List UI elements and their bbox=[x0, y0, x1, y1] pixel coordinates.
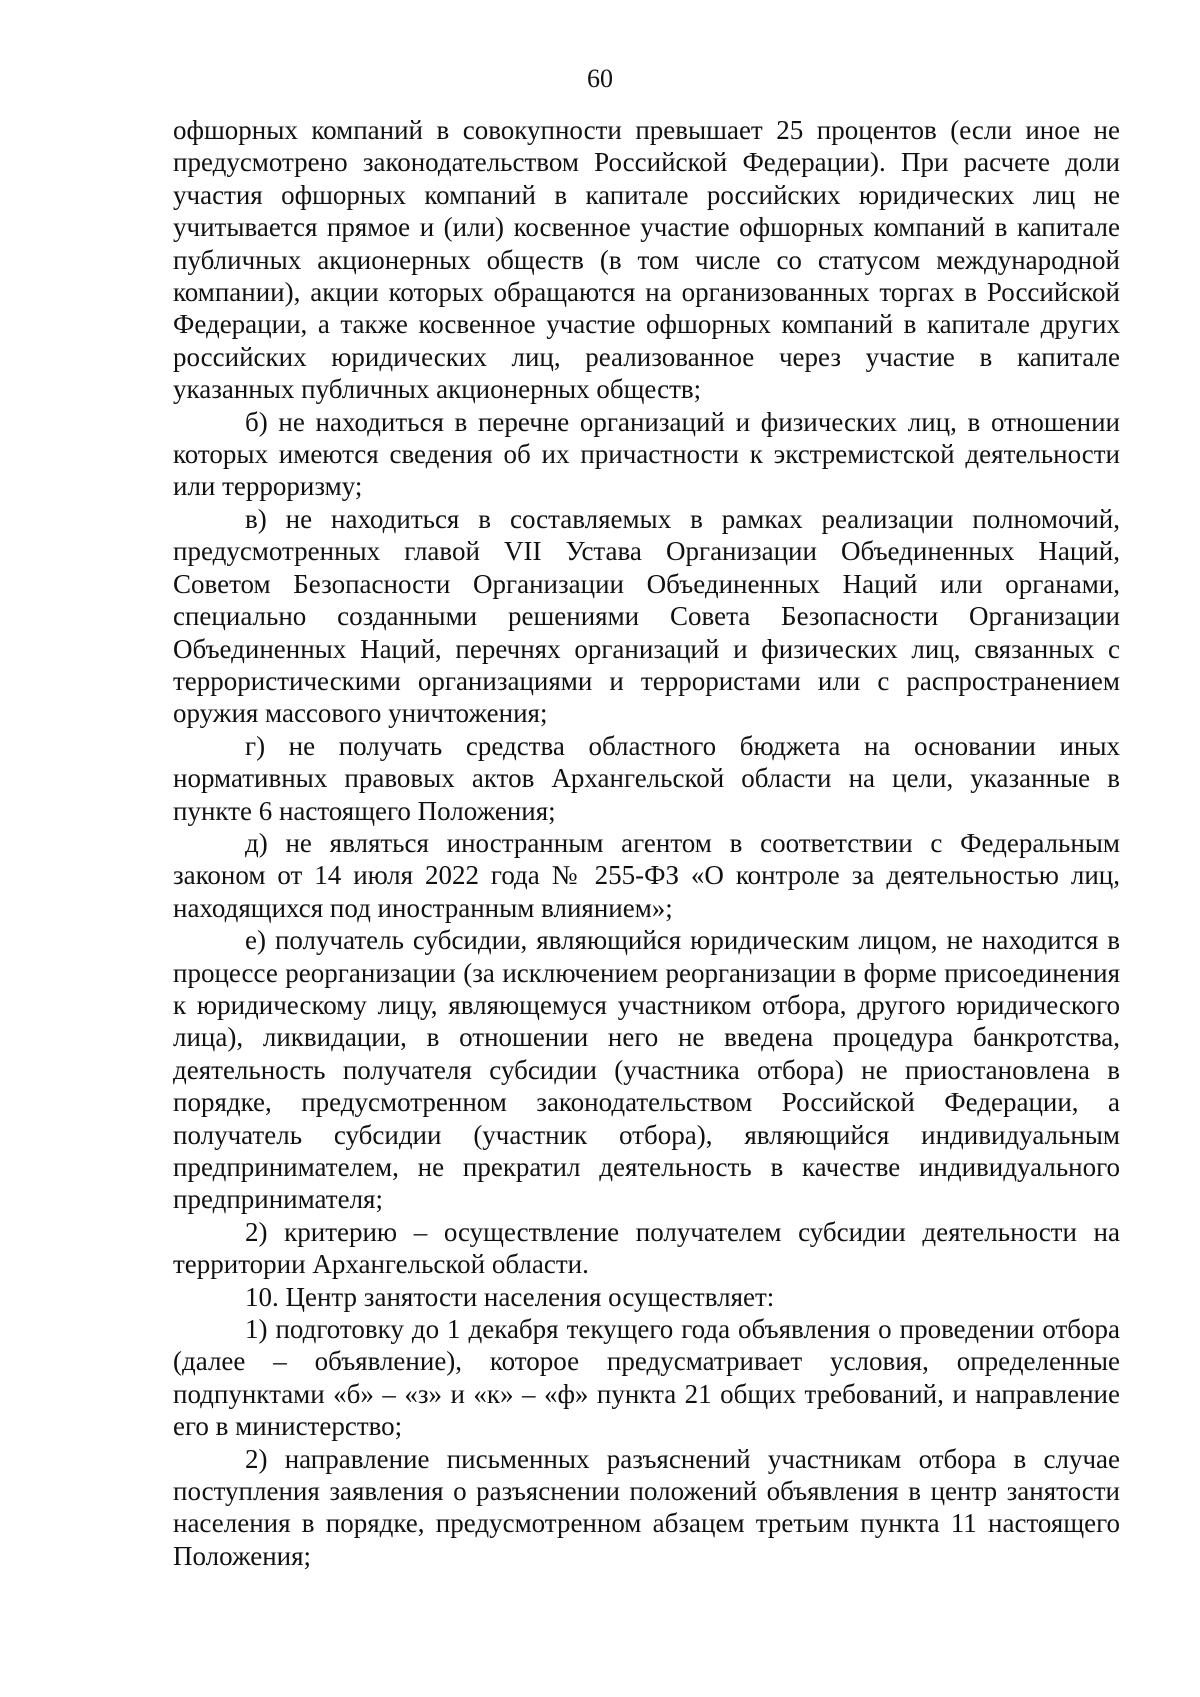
document-body bbox=[173, 114, 1120, 1572]
paragraph: 2) критерию – осуществление получателем субсидии деятельности на территории Архангельской области. bbox=[173, 1216, 1120, 1280]
paragraph: офшорных компаний в совокупности превышает 25 процентов (если иное не предусмотрено законодательством Российской Федерации). При расчете доли участия офшорных компаний в капитале российских юридических лиц не учитывается прямое и (или) косвенное участие офшорных компаний в капитале публичных акционерных обществ (в том числе со статусом международной компании), акции которых обращаются на организованных торгах в Российской Федерации, а также косвенное участие офшорных компаний в капитале других российских юридических лиц, реализованное через участие в капитале указанных публичных акционерных обществ; bbox=[173, 115, 1120, 405]
paragraph: 2) направление письменных разъяснений участникам отбора в случае поступления заявления о разъяснении положений объявления в центр занятости населения в порядке, предусмотренном абзацем третьим пункта 11 настоящего Положения; bbox=[173, 1443, 1120, 1571]
paragraph: 10. Центр занятости населения осуществляет: bbox=[245, 1281, 775, 1312]
paragraph: е) получатель субсидии, являющийся юридическим лицом, не находится в процессе реорганизации (за исключением реорганизации в форме присоединения к юридическому лицу, являющемуся участником отбора, другого юридического лица), ликвидации, в отношении него не введена процедура банкротства, деятельность получателя субсидии (участника отбора) не приостановлена в порядке, предусмотренном законодательством Российской Федерации, а получатель субсидии (участник отбора), являющийся индивидуальным предпринимателем, не прекратил деятельность в качестве индивидуального предпринимателя; bbox=[173, 925, 1120, 1215]
paragraph: г) не получать средства областного бюджета на основании иных нормативных правовых актов Архангельской области на цели, указанные в пункте 6 настоящего Положения; bbox=[173, 730, 1120, 826]
paragraph: д) не являться иностранным агентом в соответствии с Федеральным законом от 14 июля 2022 года № 255-ФЗ «О контроле за деятельностью лиц, находящихся под иностранным влиянием»; bbox=[173, 827, 1120, 923]
paragraph: 1) подготовку до 1 декабря текущего года объявления о проведении отбора (далее – объявление), которое предусматривает условия, определенные подпунктами «б» – «з» и «к» – «ф» пункта 21 общих требований, и направление его в министерство; bbox=[173, 1314, 1120, 1442]
paragraph: в) не находиться в составляемых в рамках реализации полномочий, предусмотренных главой VII Устава Организации Объединенных Наций, Советом Безопасности Организации Объединенных Наций или органами, специально созданными решениями Совета Безопасности Организации Объединенных Наций, перечнях организаций и физических лиц, связанных с террористическими организациями и террористами или с распространением оружия массового уничтожения; bbox=[173, 503, 1120, 729]
paragraph: б) не находиться в перечне организаций и физических лиц, в отношении которых имеются сведения об их причастности к экстремистской деятельности или терроризму; bbox=[173, 406, 1120, 502]
page-number: 60 bbox=[587, 64, 613, 93]
